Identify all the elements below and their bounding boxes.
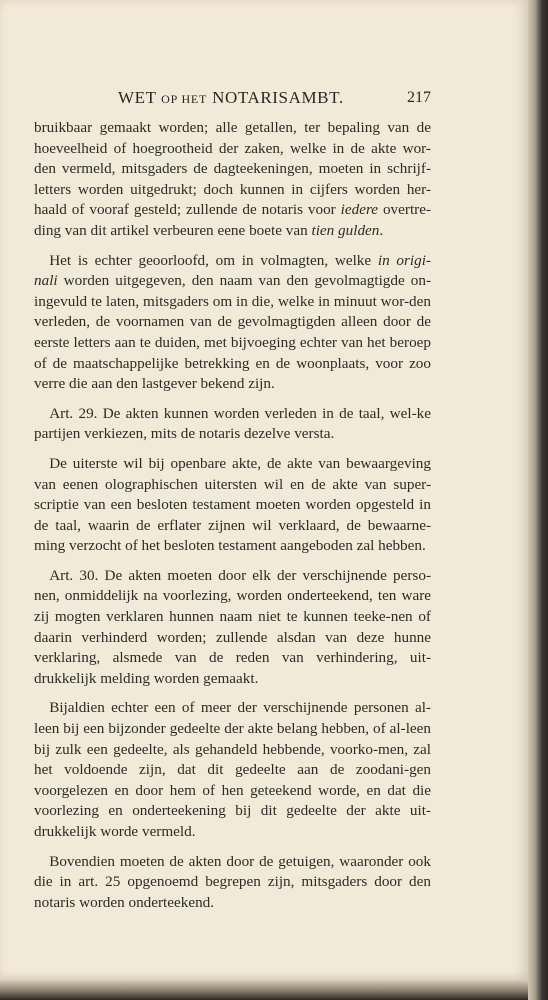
paragraph-2-italic-a: in origi- xyxy=(377,251,431,269)
paragraph-6: Bijaldien echter een of meer der verschijnende personen al-leen bij een bijzonder gedeelte der akte belang hebben, of al-leen bij zulk een gedeelte, als gehandeld hebbende, voorko-men, zal het voldoende zijn, dat dit gedeelte aan de zoodani-gen voorgelezen en door hem of hen geteekend worde, en dat die voorlezing en onderteekening bij dit gedeelte der akte uit-drukkelijk worde vermeld. xyxy=(34,699,431,840)
paragraph-1-line-4: letters worden uitgedrukt; doch kunnen in cijfers worden her- xyxy=(34,180,431,198)
paragraph-2-italic-b: nali xyxy=(34,272,58,290)
paragraph-1-line-3: den vermeld, mitsgaders de dagteekeningen, moeten in schrijf- xyxy=(34,160,431,178)
running-head-word-2: NOTARISAMBT. xyxy=(212,88,344,107)
page-edge-right xyxy=(528,0,548,1000)
running-head-small-caps: OP HET xyxy=(161,92,208,106)
paragraph-1-tail-1: overtre- xyxy=(378,201,432,219)
paragraph-1-line-2: hoeveelheid of hoegrootheid der zaken, welke in de akte wor- xyxy=(34,139,431,157)
running-head xyxy=(118,88,344,108)
paragraph-1-italic-iedere: iedere xyxy=(340,201,379,219)
article-29: Art. 29. De akten kunnen worden verleden in de taal, wel-ke partijen verkiezen, mits de notaris dezelve versta. xyxy=(34,404,431,443)
paragraph-1 xyxy=(34,118,431,242)
paragraph-2-text-a: Het is echter geoorloofd, om in volmagten, welke xyxy=(49,251,372,269)
paragraph-2 xyxy=(34,251,431,395)
paragraph-1-line-6: ding van dit artikel verbeuren eene boete van xyxy=(34,221,308,239)
page-header xyxy=(36,84,431,114)
paragraph-7: Bovendien moeten de akten door de getuigen, waaronder ook die in art. 25 opgenoemd begrepen zijn, mitsgaders door den notaris worden onderteekend. xyxy=(34,852,431,911)
article-30: Art. 30. De akten moeten door elk der verschijnende perso-nen, onmiddelijk na voorlezing, worden onderteekend, ten ware zij mogten verklaren hunnen naam niet te kunnen teeke-nen of daarin verhinderd worden; zullende alsdan van deze hunne verklaring, alsmede van de reden van verhindering, uit-drukkelijk melding worden gemaakt. xyxy=(34,566,431,687)
paragraph-1-tail-2: . xyxy=(379,221,384,239)
paragraph-2-text-b: worden uitgegeven, den naam van den gevolmagtigde on-ingevuld te laten, mitsgaders om in die, welke in minuut wor-den verleden, de voornamen van de gevolmagtigden alleen door de eerste letters aan te duiden, met bijvoeging echter van het beroep of de maatschappelijke betrekking en de woonplaats, voor zoo verre die aan den lastgever bekend zijn. xyxy=(34,272,431,393)
paragraph-4: De uiterste wil bij openbare akte, de akte van bewaargeving van eenen olographischen uitersten wil en de akte van super-scriptie van een besloten testament moeten worden opgesteld in de taal, waarin de erflater zijnen wil verklaard, de bewaarne-ming verzocht of het besloten testament aangeboden zal hebben. xyxy=(34,454,431,555)
paragraph-1-line-1: bruikbaar gemaakt worden; alle getallen, ter bepaling van de xyxy=(34,119,431,136)
page-edge-bottom xyxy=(0,980,528,1000)
running-head-word-1: WET xyxy=(118,88,157,107)
paragraph-1-italic-tien-gulden: tien gulden xyxy=(311,221,380,239)
page-number: 217 xyxy=(407,89,431,106)
body-text xyxy=(34,118,431,922)
paragraph-1-line-5: haald of vooraf gesteld; zullende de notaris voor xyxy=(34,201,336,219)
